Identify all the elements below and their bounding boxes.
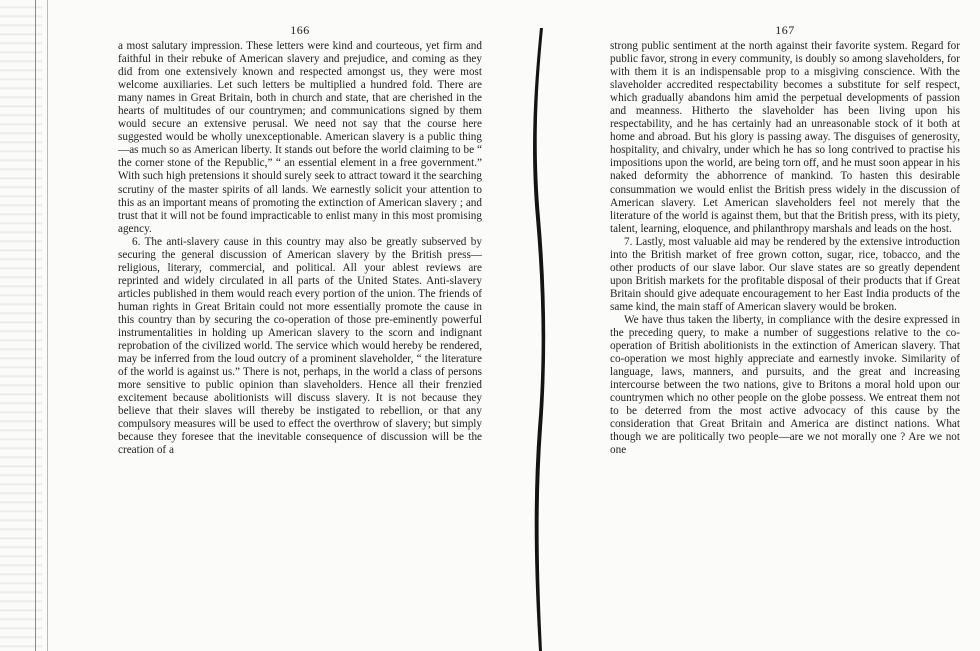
- left-page-number: 166: [290, 23, 310, 37]
- left-paragraph-1: a most salutary impression. These letters were kind and courteous, yet firm and faithful in their rebuke of American slavery and prejudice, and coming as they did from one extensively known and respected amongst us, they were most welcome auxiliaries. Let such letters be multiplied a hundred fold. There are many names in Great Britain, both in church and state, that are cherished in the hearts of multitudes of our countrymen; and communications signed by them would secure an extensive perusal. We need not say that the course here suggested would be wholly unexceptionable. American slavery is a public thing —as much so as American liberty. It stands out before the world claiming to be “ the corner stone of the Republic,” “ an essential element in a free government.” With such high pretensions it should surely seek to attract toward it the searching scrutiny of the master spirits of all lands. We earnestly solicit your attention to this as an important means of promoting the extinction of American slavery ; and trust that it will not be found impracticable to enlist many in this most promising agency.: [118, 40, 482, 235]
- left-margin-line: [35, 0, 36, 651]
- right-paragraph-2: 7. Lastly, most valuable aid may be rendered by the extensive introduction into the British market of free grown cotton, sugar, rice, tobacco, and the other products of our slave labor. Our slave states are so greatly dependent upon British markets for the profitable disposal of their products that if Great Britain should give adequate encouragement to her East India products of the same kind, the main staff of American slavery would be broken.: [610, 235, 960, 313]
- right-page: [610, 24, 960, 458]
- right-paragraph-1: strong public sentiment at the north against their favorite system. Regard for public favor, strong in every community, is doubly so among slaveholders, for with them it is an indispensable prop to a misgiving conscience. With the slaveholder accredited respectability becomes a substitute for self respect, which gradually abandons him amid the perpetual developments of passion and meanness. Hitherto the slaveholder has been living upon his respectability, and he has certainly had an unreasonable stock of it both at home and abroad. But his glory is passing away. The disguises of generosity, hospitality, and chivalry, under which he has so long contrived to practise his impositions upon the world, are being torn off, and he must soon appear in his naked deformity the abhorrence of mankind. To hasten this desirable consummation we would enlist the British press widely in the discussion of American slavery. Let American slaveholders feel not merely that the literature of the world is against them, but that the British press, with its piety, talent, learning, eloquence, and philanthropy marshals and leads on the host.: [610, 40, 960, 235]
- right-paragraph-3: We have thus taken the liberty, in compliance with the desire expressed in the preceding query, to make a number of suggestions relative to the co-operation of British abolitionists in the extinction of American slavery. That co-operation we most highly appreciate and earnestly invoke. Similarity of language, laws, manners, and pursuits, and the great and increasing intercourse between the two nations, give to Britons a moral hold upon our countrymen which no other people on the globe possess. We entreat them not to be deterred from the most active advocacy of this cause by the consideration that Great Britain and America are distinct nations. What though we are politically two people—are we not morally one ? Are we not one: [610, 313, 960, 457]
- right-page-number: 167: [775, 23, 795, 37]
- book-gutter-shadow: [528, 28, 550, 651]
- left-paragraph-2: 6. The anti-slavery cause in this country may also be greatly subserved by securing the general discussion of American slavery by the British press—religious, literary, commercial, and political. All your ablest reviews are reprinted and widely circulated in all parts of the United States. Anti-slavery articles published in them would reach every portion of the union. The friends of human rights in Great Britain could not more essentially promote the cause in this country than by securing the co-operation of those pre-eminently powerful instrumentalities in holding up American slavery to the scorn and indignant reprobation of the civilized world. The service which would hereby be rendered, may be inferred from the loud outcry of a prominent slaveholder, “ the literature of the world is against us.” There is not, perhaps, in the world a class of persons more sensitive to public opinion than slaveholders. Hence all their frenzied excitement because abolitionists will discuss slavery. It is not because they believe that their slaves will thereby be instigated to rebellion, or that any compulsory measures will be used to effect the overthrow of slavery; but simply because they foresee that the inevitable consequence of discussion will be the creation of a: [118, 235, 482, 457]
- left-margin-line-faint: [47, 0, 48, 651]
- left-page: [118, 24, 482, 458]
